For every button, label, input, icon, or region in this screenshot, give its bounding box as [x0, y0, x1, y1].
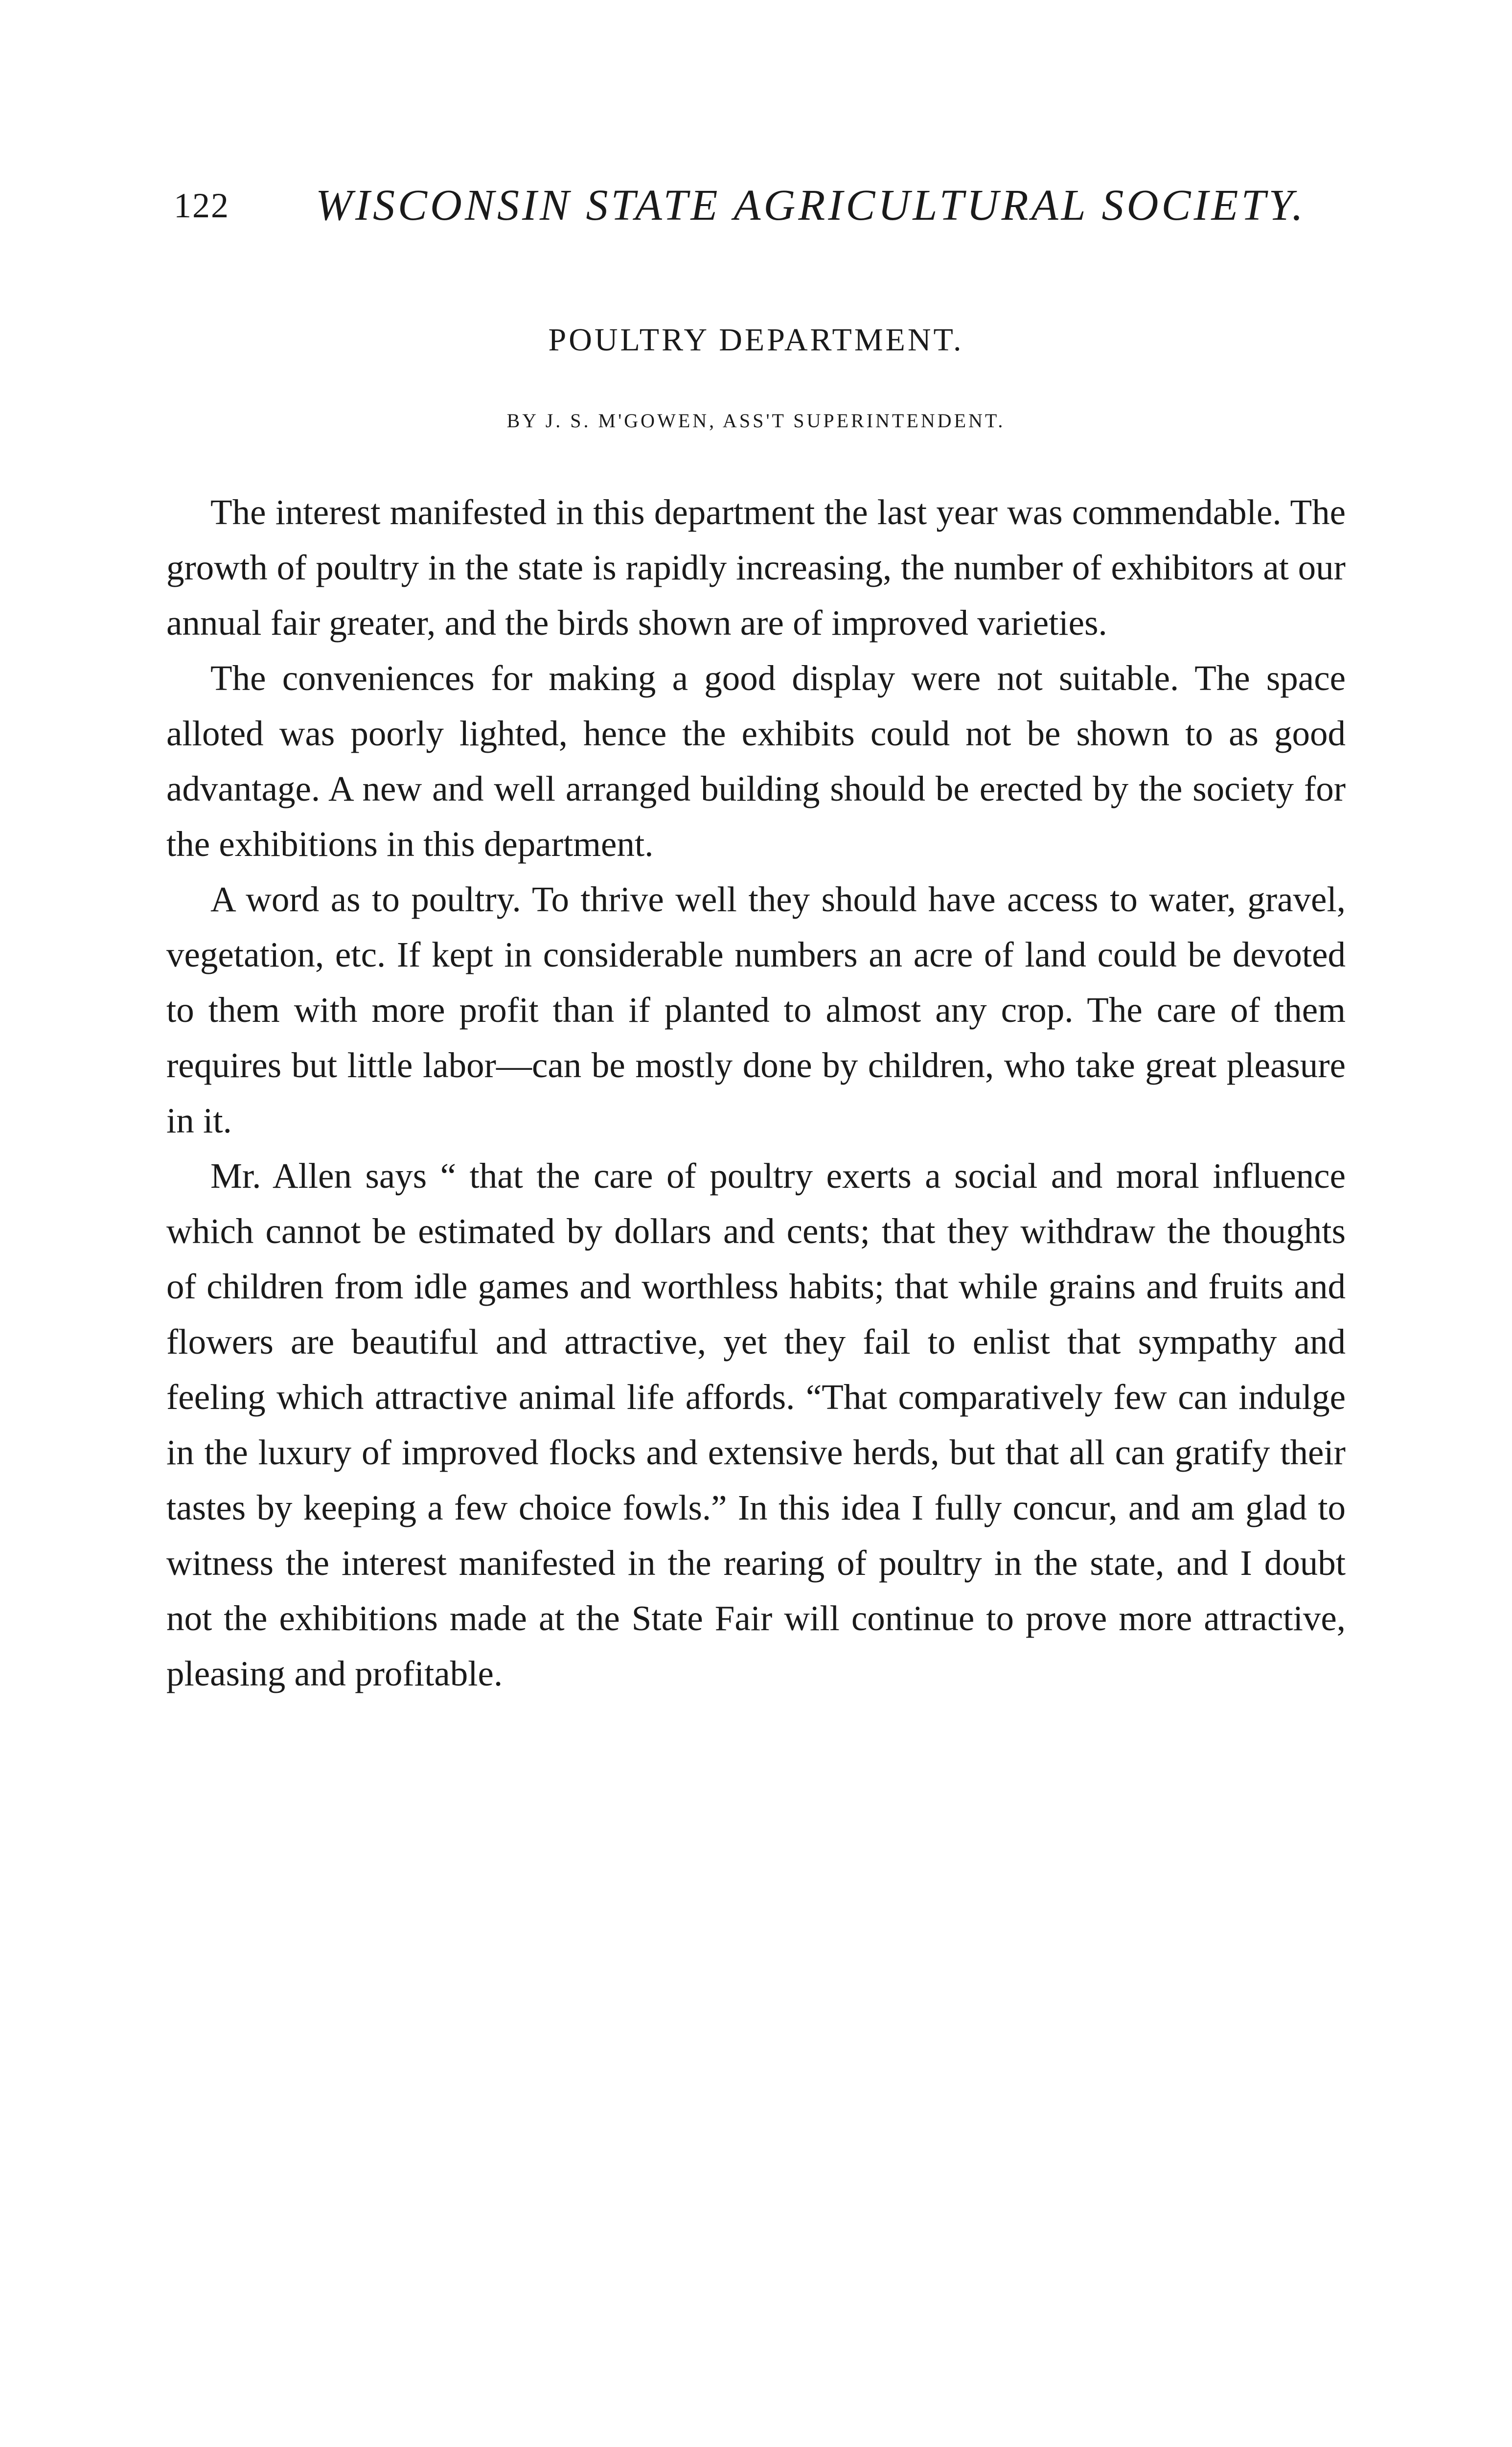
page-number: 122	[174, 186, 229, 225]
author-byline: BY J. S. M'GOWEN, ASS'T SUPERINTENDENT.	[506, 410, 1006, 432]
section-title: POULTRY DEPARTMENT.	[548, 322, 964, 358]
journal-title: WISCONSIN STATE AGRICULTURAL SOCIETY.	[316, 181, 1306, 230]
paragraph-2: The conveniences for making a good display were not suitable. The space alloted was poorly lighted, hence the exhibits could not be shown to as good advantage. A new and well arranged building should be erected by the society for the exhibitions in this department.	[166, 658, 1346, 864]
paragraph-4: Mr. Allen says “ that the care of poultry exerts a social and moral influence which cannot be estimated by dollars and cents; that they withdraw the thoughts of children from idle games and worthless habits; that while grains and fruits and flowers are beautiful and attractive, yet they fail to enlist that sympathy and feeling which attractive animal life affords. “That comparatively few can indulge in the luxury of improved flocks and extensive herds, but that all can gratify their tastes by keeping a few choice fowls.” In this idea I fully concur, and am glad to witness the interest manifested in the rearing of poultry in the state, and I doubt not the exhibitions made at the State Fair will continue to prove more attractive, pleasing and profitable.	[166, 1156, 1346, 1693]
running-head	[174, 179, 1358, 232]
article-body	[166, 485, 1346, 1701]
paragraph-1: The interest manifested in this department the last year was commendable. The growth of poultry in the state is rapidly increasing, the number of exhibitors at our annual fair greater, and the birds shown are of improved varieties.	[166, 492, 1346, 643]
paragraph-3: A word as to poultry. To thrive well they should have access to water, gravel, vegetation, etc. If kept in considerable numbers an acre of land could be devoted to them with more profit than if planted to almost any crop. The care of them requires but little labor—can be mostly done by children, who take great pleasure in it.	[166, 879, 1346, 1140]
